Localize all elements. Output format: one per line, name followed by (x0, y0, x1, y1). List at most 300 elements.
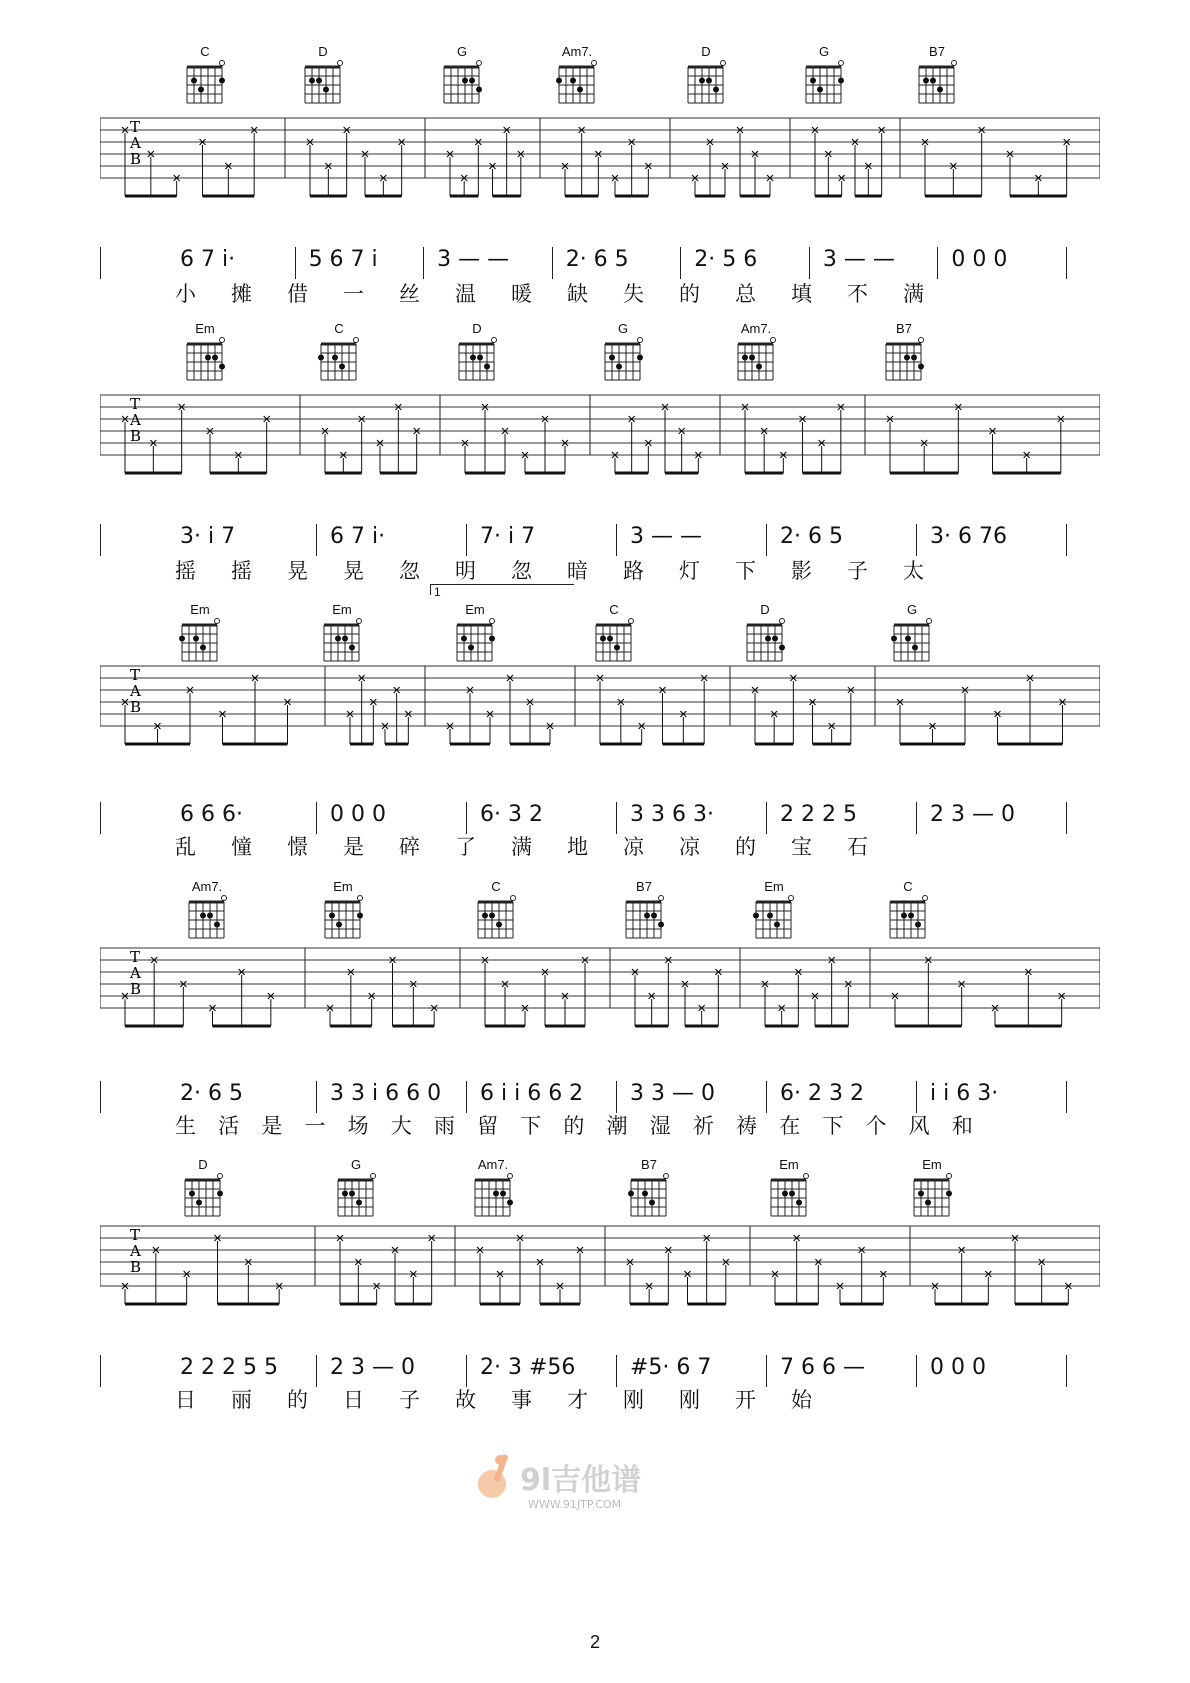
lyrics-row (100, 280, 1100, 310)
bar-line (552, 247, 553, 279)
chord-row (100, 45, 1100, 115)
lyric-char: 地 (567, 835, 588, 859)
bar-line (100, 247, 101, 279)
finger-dot (649, 1200, 655, 1206)
chord-name: D (198, 1157, 208, 1172)
lyric-char: 温 (455, 282, 476, 306)
lyric-char: 摊 (231, 282, 252, 306)
lyric-char: 了 (455, 835, 476, 859)
jianpu-measure: 3 3 6 3· (630, 802, 714, 827)
chord-diagram (466, 880, 526, 949)
bar-line (316, 1355, 317, 1387)
lyric-char: 暗 (567, 559, 588, 583)
svg-text:B: B (130, 150, 142, 168)
jianpu-measure: 3· i 7 (180, 524, 236, 549)
finger-dot (779, 645, 785, 651)
finger-dot (637, 355, 643, 361)
finger-dot (179, 636, 185, 642)
finger-dot (212, 355, 218, 361)
chord-name: Em (332, 602, 352, 617)
svg-text:T: T (130, 118, 141, 136)
bar-line (937, 247, 938, 279)
finger-dot (609, 355, 615, 361)
lyric-char: 活 (218, 1114, 240, 1138)
finger-dot (810, 78, 816, 84)
lyric-char: 总 (735, 282, 756, 306)
lyric-char: 小 (175, 282, 196, 306)
lyric-char: 事 (511, 1388, 532, 1412)
jianpu-measure: 2· 6 5 (565, 247, 629, 272)
lyric-char: 丝 (399, 282, 420, 306)
svg-text:T: T (130, 948, 141, 966)
lyric-char: 凉 (679, 835, 700, 859)
svg-text:B: B (130, 1258, 142, 1276)
lyric-char: 满 (903, 282, 924, 306)
jianpu-measure: 0 0 0 (330, 802, 386, 827)
lyric-char: 和 (951, 1114, 973, 1138)
lyric-char: 宝 (791, 835, 812, 859)
lyric-char: 大 (390, 1114, 412, 1138)
page-number: 2 (589, 1632, 600, 1652)
chord-grid (744, 894, 804, 944)
lyric-char: 下 (735, 559, 756, 583)
finger-dot (651, 913, 657, 919)
finger-dot (908, 913, 914, 919)
tab-staff (100, 110, 1100, 200)
chord-diagram (614, 880, 674, 949)
finger-dot (332, 355, 338, 361)
lyric-char: 是 (261, 1114, 283, 1138)
lyric-char: 是 (343, 835, 364, 859)
chord-grid (759, 1172, 819, 1222)
bar-line (616, 524, 617, 556)
lyric-char: 缺 (567, 282, 588, 306)
bar-line (766, 1355, 767, 1387)
finger-dot (349, 645, 355, 651)
svg-text:T: T (130, 395, 141, 413)
jianpu-measure: 2 3 — 0 (930, 802, 1015, 827)
chord-name: Am7. (191, 879, 223, 894)
finger-dot (699, 78, 705, 84)
finger-dot (918, 364, 924, 370)
lyric-char: 的 (679, 282, 700, 306)
svg-text:A: A (130, 134, 141, 152)
finger-dot (470, 355, 476, 361)
chord-name: C (491, 879, 501, 894)
logo-url: WWW.91JTP.COM (528, 1498, 622, 1511)
finger-dot (946, 1191, 952, 1197)
lyric-char: 摇 (231, 559, 252, 583)
finger-dot (658, 922, 664, 928)
bar-line (809, 247, 810, 279)
svg-text:B: B (130, 427, 142, 445)
chord-diagram (593, 322, 653, 391)
chord-name: Em (190, 602, 210, 617)
bar-line (766, 524, 767, 556)
bar-line (423, 247, 424, 279)
chord-grid (326, 1172, 386, 1222)
bar-line (466, 1355, 467, 1387)
tab-staff-lines (100, 658, 1100, 748)
chord-grid (177, 894, 237, 944)
jianpu-measure: i i 6 3· (930, 1081, 999, 1106)
finger-dot (342, 636, 348, 642)
finger-dot (349, 1191, 355, 1197)
lyric-char: 摇 (175, 559, 196, 583)
finger-dot (912, 645, 918, 651)
chord-name: Am7. (740, 321, 772, 336)
chord-grid (907, 59, 967, 109)
chord-grid (619, 1172, 679, 1222)
jianpu-measure: 3 — — (822, 247, 895, 272)
finger-dot (336, 922, 342, 928)
chord-name: Em (465, 602, 485, 617)
finger-dot (905, 636, 911, 642)
lyric-char: 凉 (623, 835, 644, 859)
finger-dot (193, 636, 199, 642)
finger-dot (600, 636, 606, 642)
finger-dot (219, 364, 225, 370)
lyric-char: 影 (791, 559, 812, 583)
finger-dot (500, 1191, 506, 1197)
finger-dot (817, 87, 823, 93)
bar-line (616, 1355, 617, 1387)
jianpu-measure: 0 0 0 (951, 247, 1008, 272)
chord-grid (313, 894, 373, 944)
chord-grid (614, 894, 674, 944)
finger-dot (461, 636, 467, 642)
finger-dot (904, 355, 910, 361)
bar-line (616, 802, 617, 834)
bar-line (1066, 1081, 1067, 1113)
finger-dot (477, 355, 483, 361)
svg-text:A: A (130, 411, 141, 429)
bar-line (616, 1081, 617, 1113)
chord-name: Em (922, 1157, 942, 1172)
chord-name: Em (333, 879, 353, 894)
chord-diagram (759, 1158, 819, 1227)
lyric-char: 子 (847, 559, 868, 583)
chord-grid (309, 336, 369, 386)
finger-dot (925, 1200, 931, 1206)
lyric-char: 明 (455, 559, 476, 583)
finger-dot (462, 78, 468, 84)
finger-dot (482, 913, 488, 919)
tab-staff-lines (100, 387, 1100, 477)
jianpu-measure: 0 0 0 (930, 1355, 986, 1380)
finger-dot (930, 78, 936, 84)
chord-grid (466, 894, 526, 944)
finger-dot (796, 1200, 802, 1206)
lyric-char: 填 (791, 282, 812, 306)
svg-text:T: T (130, 666, 141, 684)
finger-dot (316, 78, 322, 84)
finger-dot (205, 355, 211, 361)
finger-dot (644, 913, 650, 919)
chord-grid (463, 1172, 523, 1222)
lyric-char: 乱 (175, 835, 196, 859)
bar-line (1066, 1355, 1067, 1387)
jianpu-measure: 7· i 7 (480, 524, 536, 549)
chord-diagram (309, 322, 369, 391)
chord-name: B7 (929, 44, 945, 59)
lyric-char: 日 (343, 1388, 364, 1412)
chord-diagram (173, 1158, 233, 1227)
jianpu-row (100, 1351, 1100, 1391)
lyric-char: 留 (477, 1114, 499, 1138)
volta-marker (430, 584, 574, 599)
finger-dot (476, 87, 482, 93)
finger-dot (484, 364, 490, 370)
jianpu-measure: 3 — — (437, 247, 510, 272)
jianpu-measure: 2 2 2 5 (780, 802, 857, 827)
lyric-char: 下 (822, 1114, 844, 1138)
finger-dot (915, 922, 921, 928)
lyric-char: 个 (865, 1114, 887, 1138)
finger-dot (198, 87, 204, 93)
bar-line (466, 802, 467, 834)
lyric-char: 日 (175, 1388, 196, 1412)
chord-diagram (326, 1158, 386, 1227)
chord-name: B7 (896, 321, 912, 336)
finger-dot (556, 78, 562, 84)
lyric-char: 石 (847, 835, 868, 859)
bar-line (916, 1355, 917, 1387)
chord-diagram (878, 880, 938, 949)
finger-dot (749, 355, 755, 361)
chord-grid (447, 336, 507, 386)
lyrics-row (100, 1386, 1100, 1416)
finger-dot (789, 1191, 795, 1197)
site-logo (470, 1450, 690, 1514)
finger-dot (838, 78, 844, 84)
finger-dot (493, 1191, 499, 1197)
lyric-char: 雨 (433, 1114, 455, 1138)
finger-dot (468, 645, 474, 651)
finger-dot (742, 355, 748, 361)
chord-name: G (456, 44, 468, 59)
chord-name: C (334, 321, 344, 336)
lyric-char: 的 (563, 1114, 585, 1138)
chord-diagram (175, 45, 235, 114)
finger-dot (911, 355, 917, 361)
lyric-char: 不 (847, 282, 868, 306)
chord-name: Am7. (561, 44, 593, 59)
chord-grid (676, 59, 736, 109)
lyrics-row (100, 557, 1100, 587)
chord-name: D (760, 602, 770, 617)
finger-dot (196, 1200, 202, 1206)
lyric-char: 开 (735, 1388, 756, 1412)
finger-dot (570, 78, 576, 84)
chord-name: D (472, 321, 482, 336)
chord-diagram (794, 45, 854, 114)
chord-name: C (903, 879, 913, 894)
svg-text:A: A (130, 1242, 141, 1260)
lyric-char: 生 (175, 1114, 196, 1138)
bar-line (316, 802, 317, 834)
jianpu-measure: 6· 2 3 2 (780, 1081, 864, 1106)
lyric-char: 忽 (511, 559, 532, 583)
finger-dot (753, 913, 759, 919)
finger-dot (200, 913, 206, 919)
lyric-char: 的 (287, 1388, 308, 1412)
jianpu-measure: 2· 6 5 (180, 1081, 243, 1106)
jianpu-measure: 3 3 i 6 6 0 (330, 1081, 442, 1106)
bar-line (100, 1355, 101, 1387)
jianpu-measure: 6 7 i· (330, 524, 386, 549)
finger-dot (767, 913, 773, 919)
lyric-char: 祷 (736, 1114, 758, 1138)
jianpu-measure: 2· 5 6 (694, 247, 758, 272)
lyric-char: 丽 (231, 1388, 252, 1412)
chord-name: C (609, 602, 619, 617)
finger-dot (189, 1191, 195, 1197)
lyric-char: 忽 (399, 559, 420, 583)
chord-grid (902, 1172, 962, 1222)
chord-grid (175, 59, 235, 109)
chord-name: C (200, 44, 210, 59)
lyrics-row (100, 833, 1100, 863)
finger-dot (335, 636, 341, 642)
finger-dot (339, 364, 345, 370)
guitar-logo-icon (470, 1450, 690, 1514)
lyric-char: 故 (455, 1388, 476, 1412)
volta-label: 1 (434, 585, 441, 599)
bar-line (766, 1081, 767, 1113)
jianpu-row (100, 520, 1100, 560)
bar-line (100, 524, 101, 556)
chord-name: B7 (641, 1157, 657, 1172)
chord-diagram (447, 322, 507, 391)
finger-dot (217, 1191, 223, 1197)
lyric-char: 太 (903, 559, 924, 583)
chord-grid (173, 1172, 233, 1222)
chord-grid (794, 59, 854, 109)
chord-diagram (547, 45, 607, 114)
lyric-char: 满 (511, 835, 532, 859)
lyric-char: 风 (908, 1114, 930, 1138)
finger-dot (356, 1200, 362, 1206)
bar-line (295, 247, 296, 279)
lyric-char: 在 (779, 1114, 801, 1138)
finger-dot (191, 78, 197, 84)
bar-line (100, 802, 101, 834)
chord-diagram (902, 1158, 962, 1227)
tab-staff-lines (100, 1218, 1100, 1308)
chord-diagram (744, 880, 804, 949)
lyric-char: 憬 (287, 835, 308, 859)
jianpu-measure: 2 2 2 5 5 (180, 1355, 278, 1380)
jianpu-measure: 6· 3 2 (480, 802, 543, 827)
bar-line (1066, 524, 1067, 556)
finger-dot (891, 636, 897, 642)
jianpu-measure: 2· 6 5 (780, 524, 843, 549)
lyric-char: 潮 (606, 1114, 628, 1138)
chord-name: D (318, 44, 328, 59)
jianpu-measure: 3 — — (630, 524, 702, 549)
lyric-char: 借 (287, 282, 308, 306)
finger-dot (616, 364, 622, 370)
finger-dot (207, 913, 213, 919)
jianpu-row (100, 1077, 1100, 1117)
lyric-char: 路 (623, 559, 644, 583)
logo-text: 9l吉他谱 (520, 1463, 642, 1498)
lyric-char: 子 (399, 1388, 420, 1412)
chord-name: G (906, 602, 918, 617)
finger-dot (772, 636, 778, 642)
chord-diagram (726, 322, 786, 391)
lyric-char: 的 (735, 835, 756, 859)
chord-diagram (293, 45, 353, 114)
bar-line (100, 1081, 101, 1113)
lyric-char: 晃 (287, 559, 308, 583)
finger-dot (200, 645, 206, 651)
svg-text:B: B (130, 980, 142, 998)
lyric-char: 才 (567, 1388, 588, 1412)
bar-line (916, 802, 917, 834)
bar-line (916, 1081, 917, 1113)
chord-diagram (177, 880, 237, 949)
bar-line (766, 802, 767, 834)
finger-dot (607, 636, 613, 642)
bar-line (466, 524, 467, 556)
finger-dot (489, 913, 495, 919)
lyric-char: 碎 (399, 835, 420, 859)
jianpu-measure: 6 i i 6 6 2 (480, 1081, 584, 1106)
finger-dot (318, 355, 324, 361)
finger-dot (342, 1191, 348, 1197)
chord-grid (175, 336, 235, 386)
finger-dot (309, 78, 315, 84)
bar-line (680, 247, 681, 279)
tab-staff (100, 387, 1100, 477)
finger-dot (756, 364, 762, 370)
finger-dot (937, 87, 943, 93)
chord-diagram (432, 45, 492, 114)
tab-staff (100, 940, 1100, 1030)
finger-dot (323, 87, 329, 93)
svg-text:A: A (130, 682, 141, 700)
bar-line (1066, 802, 1067, 834)
chord-grid (878, 894, 938, 944)
lyric-char: 湿 (649, 1114, 671, 1138)
jianpu-row (100, 798, 1100, 838)
jianpu-measure: 2· 3 #56 (480, 1355, 576, 1380)
chord-name: D (701, 44, 711, 59)
bar-line (316, 524, 317, 556)
finger-dot (469, 78, 475, 84)
finger-dot (642, 1191, 648, 1197)
finger-dot (614, 645, 620, 651)
jianpu-measure: 3· 6 76 (930, 524, 1007, 549)
chord-diagram (676, 45, 736, 114)
lyric-char: 一 (304, 1114, 326, 1138)
svg-text:A: A (130, 964, 141, 982)
bar-line (466, 1081, 467, 1113)
lyric-char: 下 (520, 1114, 542, 1138)
finger-dot (774, 922, 780, 928)
chord-grid (547, 59, 607, 109)
finger-dot (507, 1200, 513, 1206)
svg-text:B: B (130, 698, 142, 716)
lyric-char: 失 (623, 282, 644, 306)
chord-name: Am7. (477, 1157, 509, 1172)
finger-dot (329, 913, 335, 919)
lyrics-row (100, 1112, 1100, 1142)
finger-dot (901, 913, 907, 919)
chord-name: Em (764, 879, 784, 894)
